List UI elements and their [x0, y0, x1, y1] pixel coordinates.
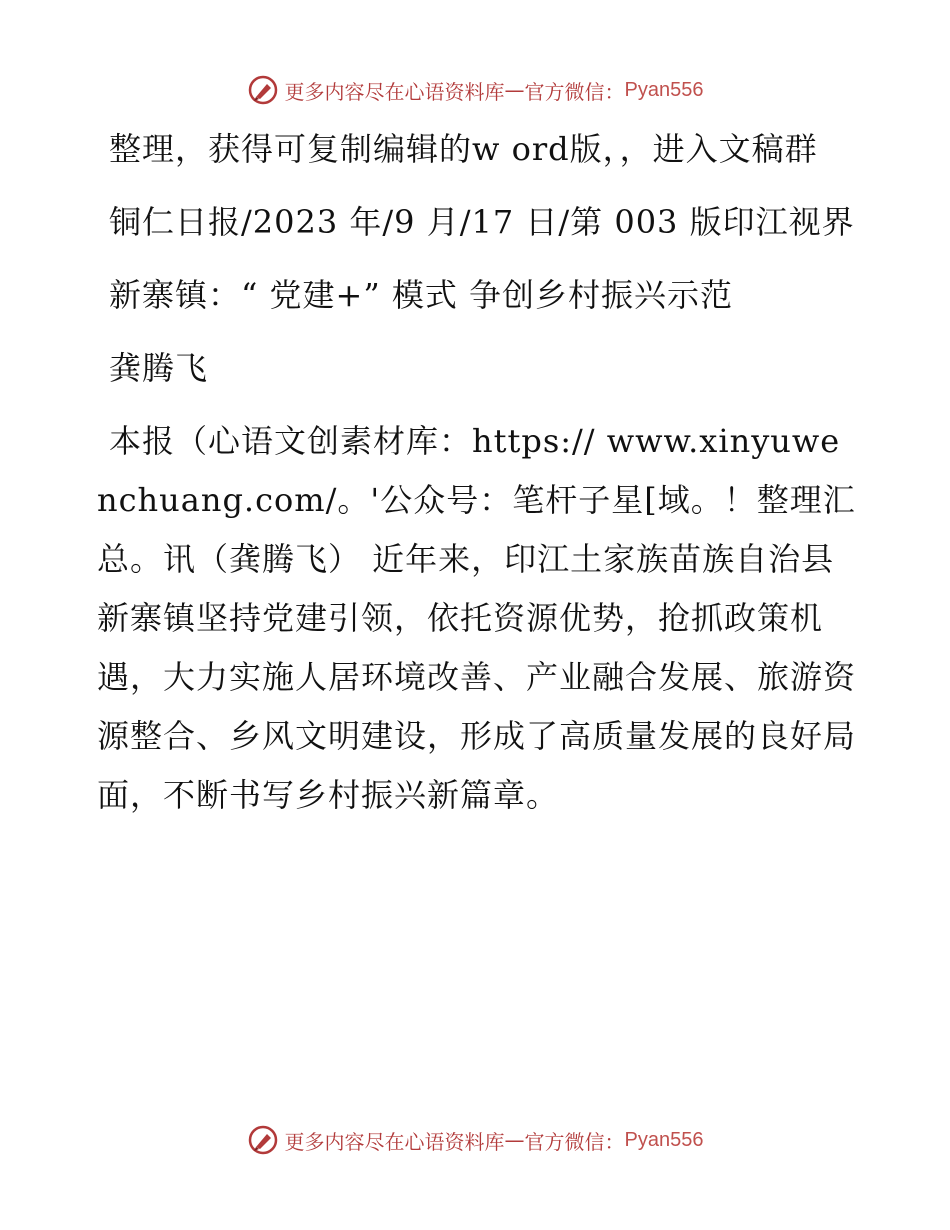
- watermark-wechat-account: Pyan556: [624, 78, 704, 101]
- watermark-text: 更多内容尽在心语资料库: [284, 1129, 505, 1154]
- article-title: 新寨镇：“ 党建+” 模式 争创乡村振兴示范: [109, 276, 734, 314]
- pen-nib-logo-icon: [247, 74, 279, 106]
- source-line: 铜仁日报/2023 年/9 月/17 日/第 003 版印江视界: [109, 203, 855, 241]
- watermark-separator: —: [504, 1128, 525, 1152]
- watermark-wechat-account: Pyan556: [624, 1128, 704, 1151]
- pen-nib-logo-icon: [247, 1124, 279, 1156]
- header-watermark: [0, 70, 950, 110]
- watermark-wechat-label: 官方微信：: [524, 79, 625, 104]
- article-body: 本报（心语文创素材库：https:// www.xinyuwenchuang.com/。'公众号：笔杆子星[域。！整理汇总。讯（龚腾飞） 近年来，印江土家族苗族自治县新寨镇坚持党建引领，依托资源优势，抢抓政策机遇，大力实施人居环境改善、产业融合发展、旅游资源整合、乡风文明建设，形成了高质量发展的良好局面，不断书写乡村振兴新篇章。: [97, 422, 857, 814]
- author-line: 龚腾飞: [109, 349, 209, 387]
- watermark-text: 更多内容尽在心语资料库: [284, 79, 505, 104]
- document-body: [97, 120, 857, 825]
- footer-watermark: [0, 1120, 950, 1160]
- watermark-wechat-label: 官方微信：: [524, 1129, 625, 1154]
- watermark-separator: —: [504, 78, 525, 102]
- intro-paragraph: 整理，获得可复制编辑的w ord版，，进入文稿群: [109, 130, 818, 168]
